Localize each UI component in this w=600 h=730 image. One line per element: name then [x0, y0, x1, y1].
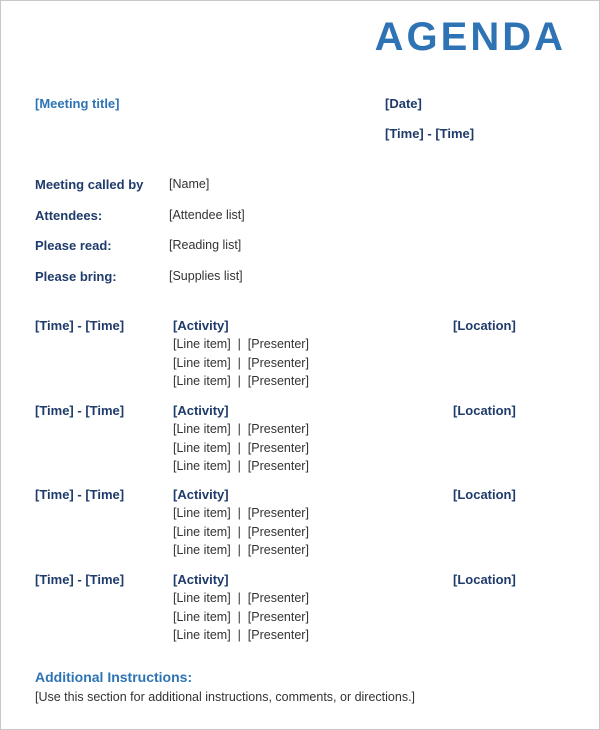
- line-item[interactable]: [Line item] | [Presenter]: [173, 337, 309, 351]
- line-item[interactable]: [Line item] | [Presenter]: [173, 441, 309, 455]
- please-read-label: Please read:: [35, 238, 112, 253]
- block-activity[interactable]: [Activity]: [173, 403, 229, 418]
- called-by-label: Meeting called by: [35, 177, 144, 192]
- line-item[interactable]: [Line item] | [Presenter]: [173, 591, 309, 605]
- block-time[interactable]: [Time] - [Time]: [35, 487, 125, 502]
- agenda-block: [1, 487, 599, 567]
- called-by-value[interactable]: [Name]: [169, 177, 210, 191]
- agenda-block: [1, 403, 599, 483]
- line-item[interactable]: [Line item] | [Presenter]: [173, 422, 309, 436]
- line-item[interactable]: [Line item] | [Presenter]: [173, 543, 309, 557]
- line-item[interactable]: [Line item] | [Presenter]: [173, 628, 309, 642]
- attendees-label: Attendees:: [35, 208, 103, 223]
- please-bring-label: Please bring:: [35, 269, 117, 284]
- line-item[interactable]: [Line item] | [Presenter]: [173, 610, 309, 624]
- line-item[interactable]: [Line item] | [Presenter]: [173, 356, 309, 370]
- block-time[interactable]: [Time] - [Time]: [35, 572, 125, 587]
- additional-instructions-heading: Additional Instructions:: [35, 669, 193, 685]
- agenda-title: AGENDA: [374, 15, 566, 59]
- line-item[interactable]: [Line item] | [Presenter]: [173, 506, 309, 520]
- block-activity[interactable]: [Activity]: [173, 487, 229, 502]
- additional-instructions-text[interactable]: [Use this section for additional instructions, comments, or directions.]: [35, 690, 416, 704]
- block-time[interactable]: [Time] - [Time]: [35, 318, 125, 333]
- line-item[interactable]: [Line item] | [Presenter]: [173, 374, 309, 388]
- please-read-value[interactable]: [Reading list]: [169, 238, 242, 252]
- block-activity[interactable]: [Activity]: [173, 318, 229, 333]
- block-time[interactable]: [Time] - [Time]: [35, 403, 125, 418]
- block-location[interactable]: [Location]: [453, 403, 516, 418]
- attendees-value[interactable]: [Attendee list]: [169, 208, 245, 222]
- block-location[interactable]: [Location]: [453, 487, 516, 502]
- meeting-title[interactable]: [Meeting title]: [35, 96, 120, 111]
- please-bring-value[interactable]: [Supplies list]: [169, 269, 243, 283]
- meeting-date[interactable]: [Date]: [385, 96, 422, 111]
- line-item[interactable]: [Line item] | [Presenter]: [173, 459, 309, 473]
- meeting-time[interactable]: [Time] - [Time]: [385, 126, 475, 141]
- agenda-block: [1, 572, 599, 652]
- agenda-block: [1, 318, 599, 398]
- block-activity[interactable]: [Activity]: [173, 572, 229, 587]
- block-location[interactable]: [Location]: [453, 318, 516, 333]
- line-item[interactable]: [Line item] | [Presenter]: [173, 525, 309, 539]
- block-location[interactable]: [Location]: [453, 572, 516, 587]
